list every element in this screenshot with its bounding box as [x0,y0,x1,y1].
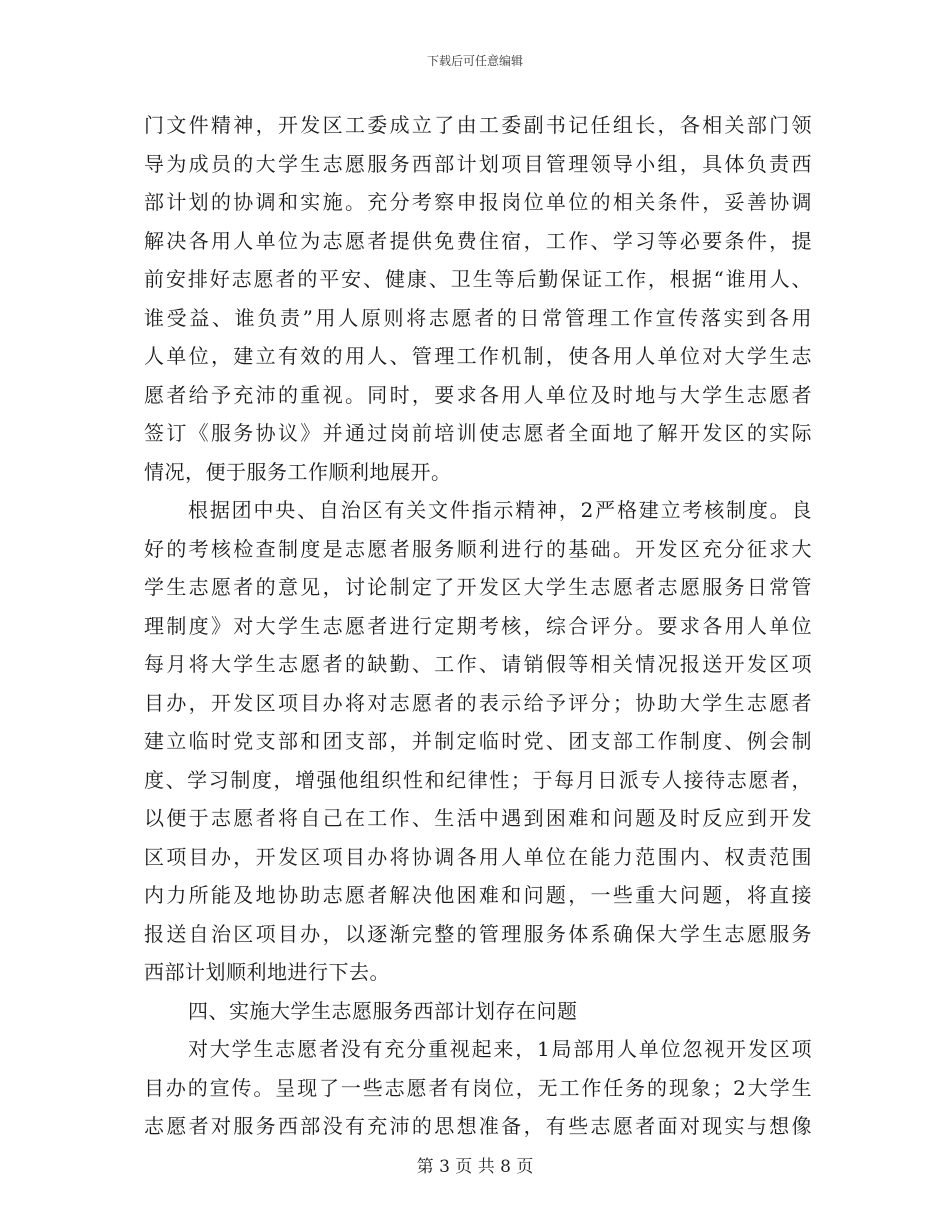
text-line: 谁受益、谁负责”用人原则将志愿者的日常管理工作宣传落实到各用 [144,305,812,330]
text-line: 门文件精神，开发区工委成立了由工委副书记任组长，各相关部门领 [144,113,812,137]
text-line: 学生志愿者的意见，讨论制定了开发区大学生志愿者志愿服务日常管 [144,575,812,599]
text-line: 区项目办，开发区项目办将协调各用人单位在能力范围内、权责范围 [144,844,812,869]
text-line: 部计划的协调和实施。充分考察申报岗位单位的相关条件，妥善协调 [144,190,812,214]
text-line: 度、学习制度，增强他组织性和纪律性；于每月日派专人接待志愿者， [144,767,812,792]
text-line: 人单位，建立有效的用人、管理工作机制，使各用人单位对大学生志 [144,344,812,368]
text-line: 理制度》对大学生志愿者进行定期考核，综合评分。要求各用人单位 [144,613,812,638]
text-line: 目办，开发区项目办将对志愿者的表示给予评分；协助大学生志愿者 [144,690,812,715]
text-line: 西部计划顺利地进行下去。 [144,960,390,984]
text-line: 目办的宣传。呈现了一些志愿者有岗位，无工作任务的现象；2大学生 [144,1075,812,1100]
text-line: 好的考核检查制度是志愿者服务顺利进行的基础。开发区充分征求大 [144,536,812,561]
page-header: 下载后可任意编辑 [426,54,523,68]
text-line: 愿者给予充沛的重视。同时，要求各用人单位及时地与大学生志愿者 [144,382,812,407]
text-line: 签订《服务协议》并通过岗前培训使志愿者全面地了解开发区的实际 [144,421,812,445]
text-line: 情况，便于服务工作顺利地展开。 [144,459,452,484]
text-line: 报送自治区项目办，以逐渐完整的管理服务体系确保大学生志愿服务 [144,921,812,946]
text-line: 内力所能及地协助志愿者解决他困难和问题，一些重大问题，将直接 [144,883,812,907]
text-line: 每月将大学生志愿者的缺勤、工作、请销假等相关情况报送开发区项 [144,652,812,676]
text-line: 对大学生志愿者没有充分重视起来，1局部用人单位忽视开发区项 [188,1037,812,1061]
text-line: 解决各用人单位为志愿者提供免费住宿，工作、学习等必要条件，提 [144,228,812,253]
document-body [144,106,812,1146]
text-line: 前安排好志愿者的平安、健康、卫生等后勤保证工作，根据“谁用人、 [144,267,812,291]
text-line: 导为成员的大学生志愿服务西部计划项目管理领导小组，具体负责西 [144,151,812,176]
page-number: 第 3 页 共 8 页 [416,1157,534,1177]
text-line: 根据团中央、自治区有关文件指示精神，2严格建立考核制度。良 [188,498,812,522]
text-line: 志愿者对服务西部没有充沛的思想准备，有些志愿者面对现实与想像 [144,1114,812,1138]
section-heading: 四、实施大学生志愿服务西部计划存在问题 [188,998,578,1023]
text-line: 建立临时党支部和团支部，并制定临时党、团支部工作制度、例会制 [144,729,812,753]
text-line: 以便于志愿者将自己在工作、生活中遇到困难和问题及时反应到开发 [144,806,812,830]
